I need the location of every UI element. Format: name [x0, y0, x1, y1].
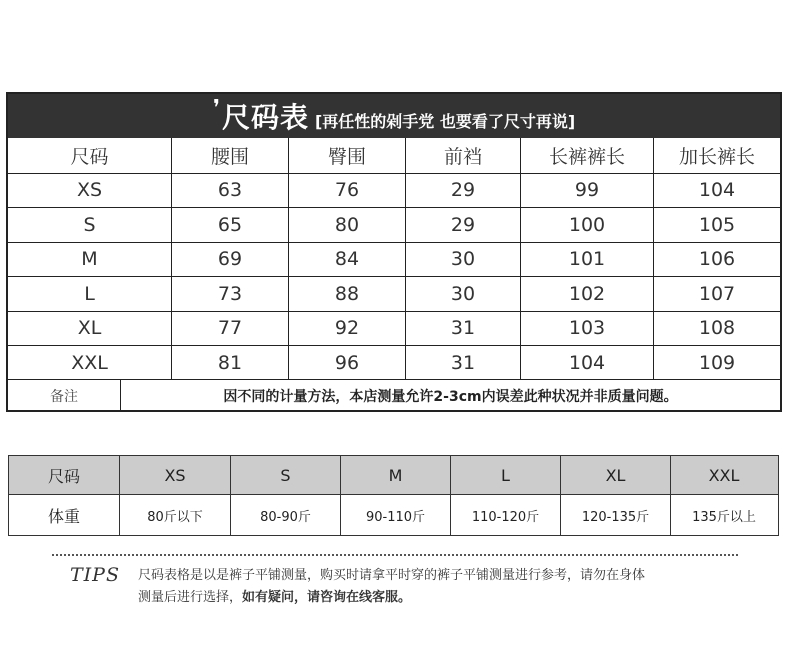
table-cell: 88	[288, 277, 405, 311]
table-cell: S	[230, 456, 340, 494]
table-cell: 尺码	[47, 466, 80, 486]
size-chart-banner	[8, 94, 780, 138]
table-row	[8, 242, 780, 277]
table-cell: 108	[653, 312, 780, 346]
table-cell: 29	[405, 174, 520, 208]
weight-chart-table	[8, 455, 779, 536]
tips-label: TIPS	[70, 564, 120, 586]
table-row	[8, 276, 780, 311]
table-cell: 81	[171, 346, 288, 380]
table-cell: XL	[560, 456, 670, 494]
dotted-divider	[52, 554, 738, 556]
table-cell: 99	[520, 174, 653, 208]
table-cell: XL	[77, 317, 102, 340]
size-chart-title: 尺码表	[221, 101, 309, 134]
table-cell: 100	[520, 208, 653, 242]
note-text: 因不同的计量方法，本店测量允许2-3cm内误差此种状况并非质量问题。	[223, 389, 678, 405]
table-cell: 30	[405, 277, 520, 311]
size-chart-table	[6, 92, 782, 412]
table-cell: 80	[288, 208, 405, 242]
table-cell: 135斤以上	[670, 495, 777, 535]
table-cell: M	[340, 456, 450, 494]
table-cell: 65	[171, 208, 288, 242]
table-cell: 80斤以下	[119, 495, 230, 535]
table-cell: 110-120斤	[450, 495, 560, 535]
table-row	[8, 311, 780, 346]
size-grid	[8, 138, 780, 380]
table-cell: 92	[288, 312, 405, 346]
weight-values-row	[9, 494, 778, 535]
table-cell: L	[84, 282, 95, 305]
table-cell: 96	[288, 346, 405, 380]
col-header: 前裆	[405, 138, 520, 173]
table-cell: 31	[405, 346, 520, 380]
table-cell: 63	[171, 174, 288, 208]
table-cell: 107	[653, 277, 780, 311]
tips-line-1: 尺码表格是以是裤子平铺测量，购买时请拿平时穿的裤子平铺测量进行参考，请勿在身体	[138, 568, 646, 583]
table-cell: M	[81, 248, 98, 271]
sparkle-icon: ❜	[212, 95, 220, 121]
col-header: 加长裤长	[653, 138, 780, 173]
size-chart-subtitle: [再任性的剁手党 也要看了尺寸再说]	[314, 111, 576, 131]
table-cell: 90-110斤	[340, 495, 450, 535]
tips-line-2	[138, 587, 738, 609]
table-cell: L	[450, 456, 560, 494]
table-cell: 101	[520, 243, 653, 277]
table-cell: 30	[405, 243, 520, 277]
table-cell: 105	[653, 208, 780, 242]
table-cell: 104	[520, 346, 653, 380]
col-header: 尺码	[70, 145, 109, 168]
table-cell: 体重	[47, 506, 80, 526]
col-header: 臀围	[288, 138, 405, 173]
table-cell: 106	[653, 243, 780, 277]
note-label: 备注	[8, 380, 121, 412]
col-header: 腰围	[171, 138, 288, 173]
table-cell: 77	[171, 312, 288, 346]
table-row	[8, 207, 780, 242]
tips-line-2-bold: 如有疑问，请咨询在线客服。	[242, 590, 412, 605]
table-cell: XS	[119, 456, 230, 494]
table-cell: 76	[288, 174, 405, 208]
table-cell: 31	[405, 312, 520, 346]
table-cell: XXL	[71, 351, 108, 374]
note-row	[8, 379, 780, 412]
table-cell: 103	[520, 312, 653, 346]
table-row	[8, 345, 780, 380]
table-cell: XS	[76, 179, 103, 202]
col-header: 长裤裤长	[520, 138, 653, 173]
table-cell: 69	[171, 243, 288, 277]
tips-text	[138, 565, 738, 609]
table-cell: 120-135斤	[560, 495, 670, 535]
size-header-row	[8, 138, 780, 173]
table-cell: 104	[653, 174, 780, 208]
table-cell: 29	[405, 208, 520, 242]
table-cell: 109	[653, 346, 780, 380]
table-cell: 80-90斤	[230, 495, 340, 535]
table-cell: 84	[288, 243, 405, 277]
tips-line-2-prefix: 测量后进行选择，	[138, 590, 243, 605]
table-cell: XXL	[670, 456, 777, 494]
table-row	[8, 173, 780, 208]
table-cell: S	[83, 213, 96, 236]
table-cell: 73	[171, 277, 288, 311]
table-cell: 102	[520, 277, 653, 311]
weight-header-row	[9, 456, 778, 494]
